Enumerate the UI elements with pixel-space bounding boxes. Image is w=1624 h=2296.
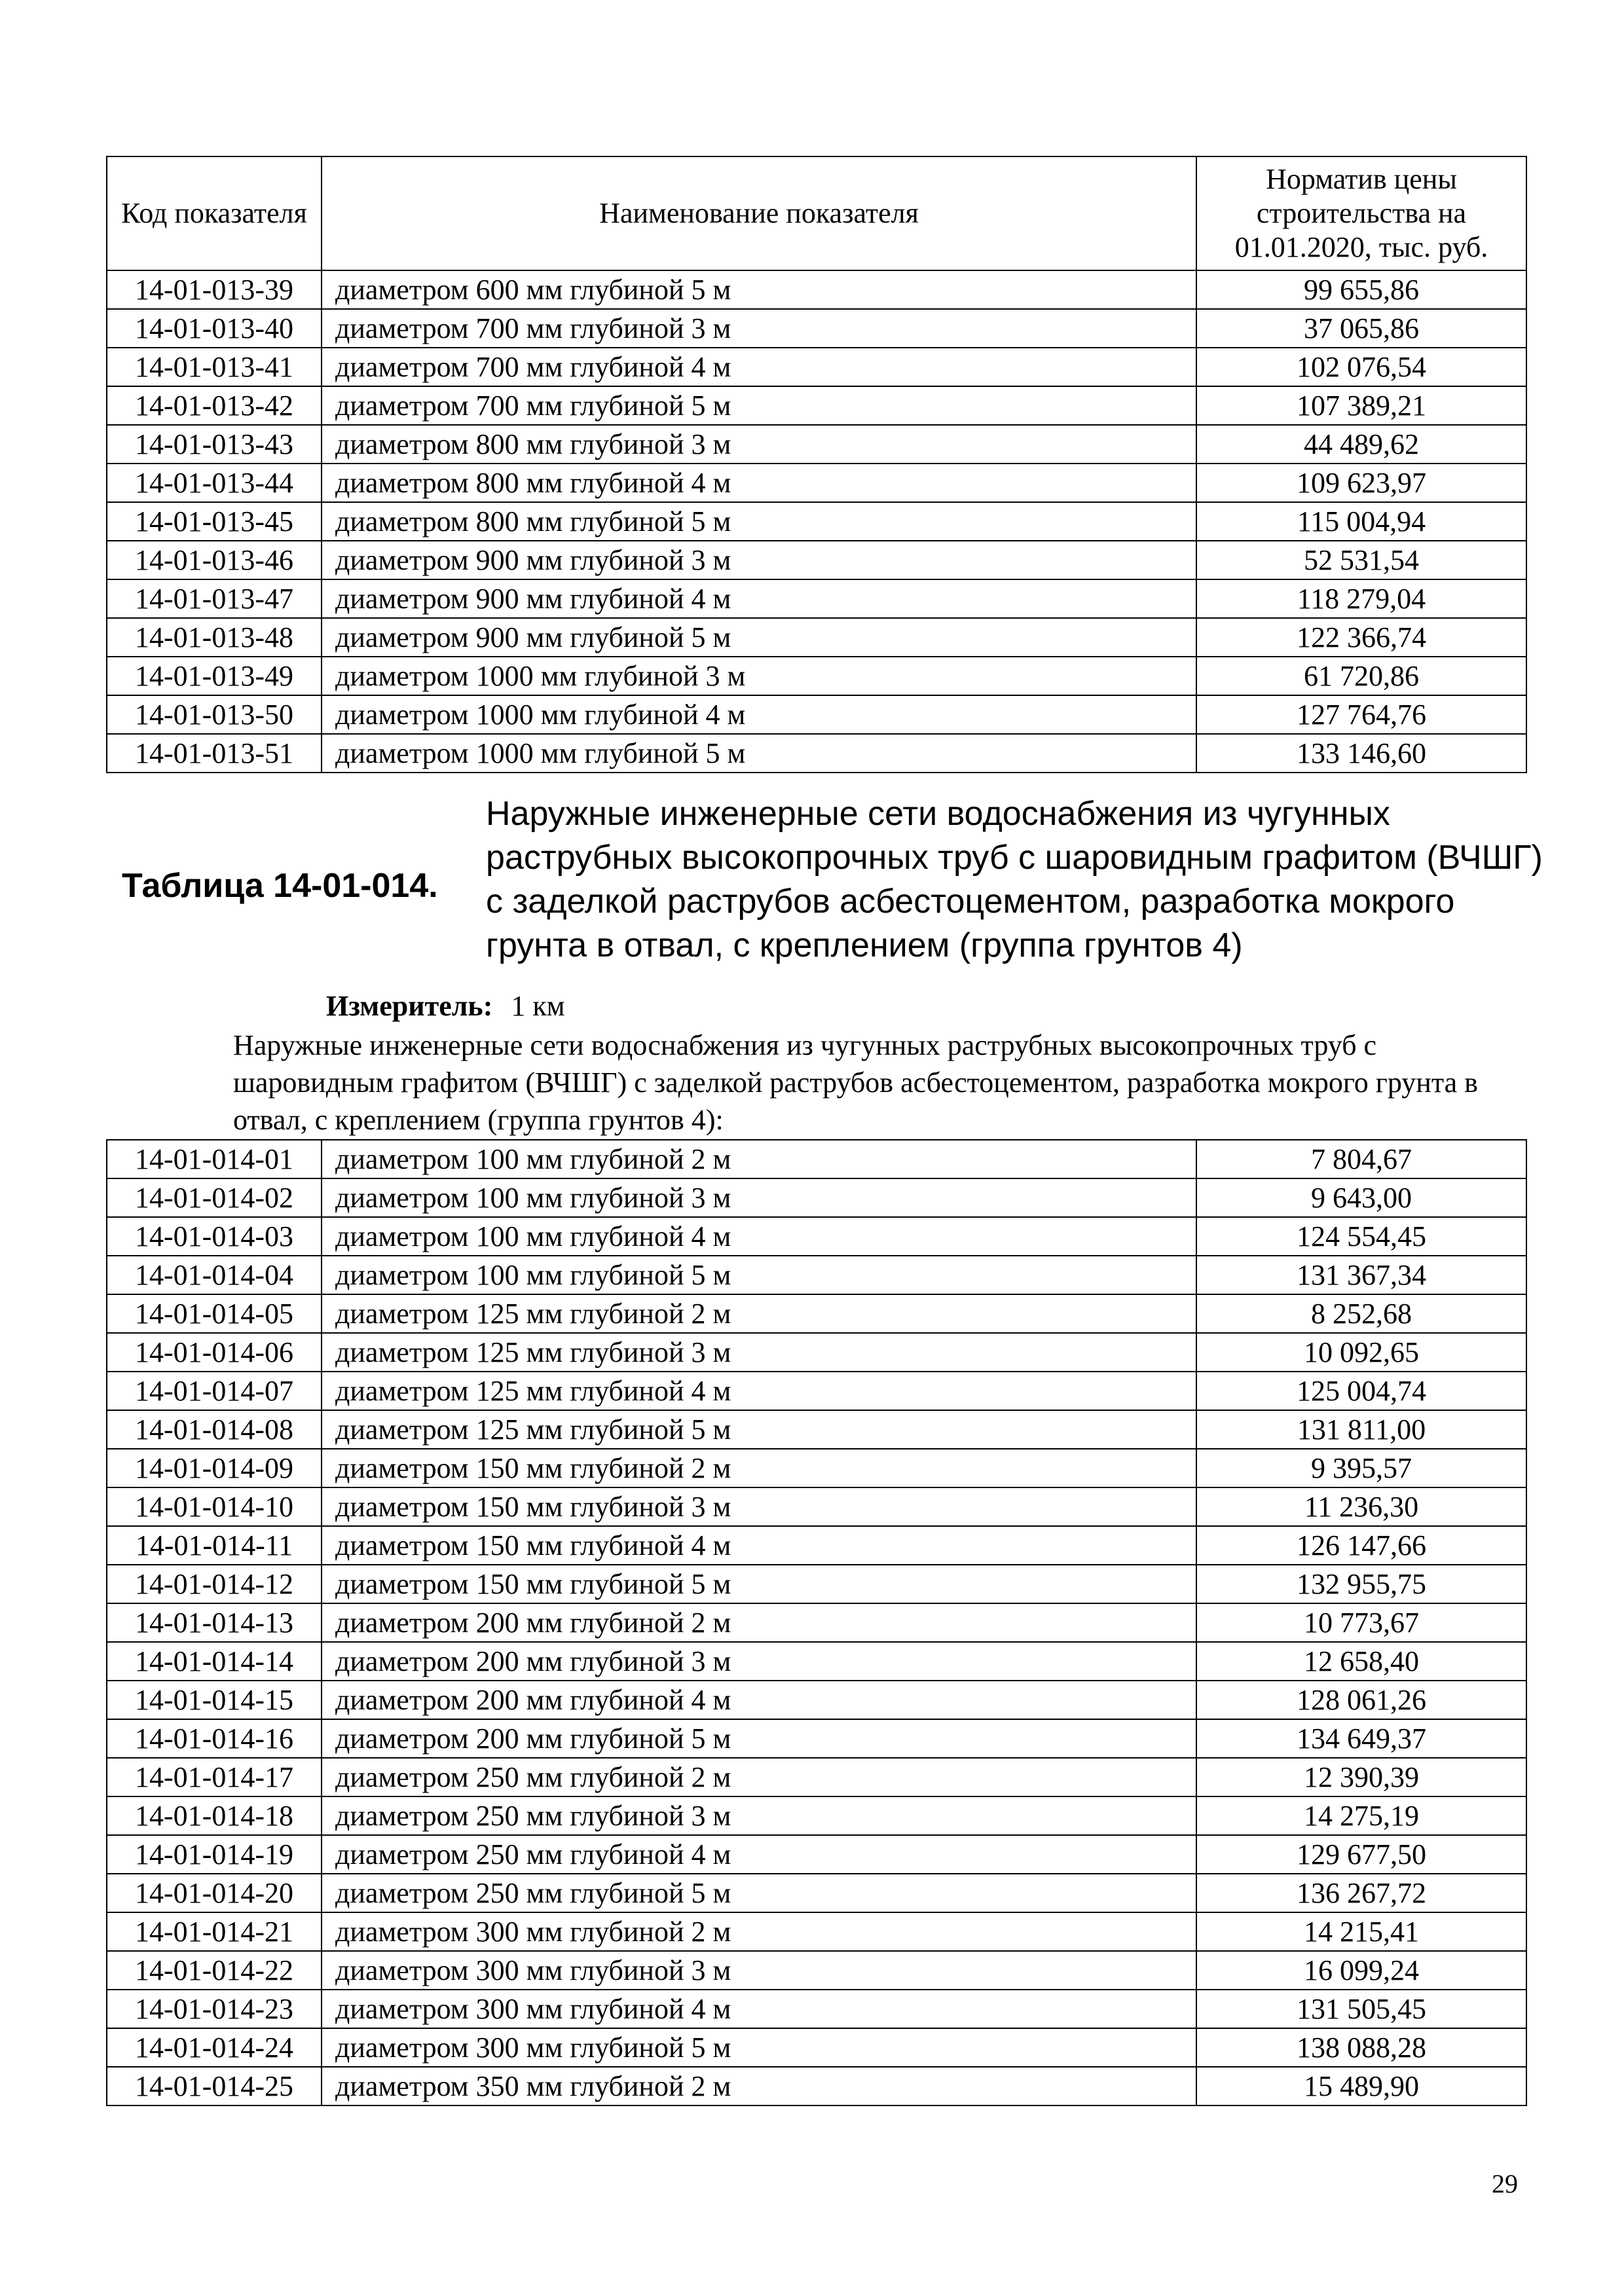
price-table-bottom — [106, 1139, 1527, 2106]
row-price: 124 554,45 — [1196, 1217, 1526, 1256]
row-code: 14-01-013-43 — [107, 425, 322, 464]
row-name: диаметром 800 мм глубиной 3 м — [322, 425, 1196, 464]
row-name: диаметром 800 мм глубиной 5 м — [322, 502, 1196, 541]
table-row — [107, 1372, 1526, 1410]
row-code: 14-01-014-20 — [107, 1874, 322, 1912]
row-name: диаметром 250 мм глубиной 4 м — [322, 1835, 1196, 1874]
row-code: 14-01-013-46 — [107, 541, 322, 579]
row-name: диаметром 150 мм глубиной 4 м — [322, 1526, 1196, 1565]
table-row — [107, 1990, 1526, 2028]
table-row — [107, 502, 1526, 541]
table-row — [107, 1178, 1526, 1217]
row-code: 14-01-013-40 — [107, 309, 322, 348]
row-price: 131 505,45 — [1196, 1990, 1526, 2028]
table-row — [107, 618, 1526, 657]
row-name: диаметром 200 мм глубиной 4 м — [322, 1681, 1196, 1719]
header-name: Наименование показателя — [322, 156, 1196, 270]
row-price: 126 147,66 — [1196, 1526, 1526, 1565]
row-name: диаметром 600 мм глубиной 5 м — [322, 270, 1196, 309]
table-row — [107, 695, 1526, 734]
row-name: диаметром 250 мм глубиной 5 м — [322, 1874, 1196, 1912]
row-code: 14-01-014-06 — [107, 1333, 322, 1372]
row-code: 14-01-014-12 — [107, 1565, 322, 1603]
row-price: 129 677,50 — [1196, 1835, 1526, 1874]
row-code: 14-01-013-50 — [107, 695, 322, 734]
row-name: диаметром 200 мм глубиной 3 м — [322, 1642, 1196, 1681]
row-price: 7 804,67 — [1196, 1140, 1526, 1178]
row-price: 9 643,00 — [1196, 1178, 1526, 1217]
row-price: 131 367,34 — [1196, 1256, 1526, 1294]
row-price: 133 146,60 — [1196, 734, 1526, 773]
row-code: 14-01-014-08 — [107, 1410, 322, 1449]
table-title: Наружные инженерные сети водоснабжения из чугунных раструбных высокопрочных труб с шаровидным графитом (ВЧШГ) с заделкой раструбов асбестоцементом, разработка мокрого грунта в отвал, с креплением (группа грунтов 4) — [486, 795, 1543, 964]
table-row — [107, 1835, 1526, 1874]
table-number-label: Таблица 14-01-014. — [122, 867, 438, 905]
row-code: 14-01-013-42 — [107, 386, 322, 425]
table-row — [107, 1140, 1526, 1178]
table-row — [107, 1912, 1526, 1951]
row-name: диаметром 350 мм глубиной 2 м — [322, 2067, 1196, 2105]
table-row — [107, 1449, 1526, 1487]
table-row — [107, 1294, 1526, 1333]
row-price: 122 366,74 — [1196, 618, 1526, 657]
table-row — [107, 1487, 1526, 1526]
row-code: 14-01-013-44 — [107, 464, 322, 502]
row-price: 9 395,57 — [1196, 1449, 1526, 1487]
meter-line — [326, 989, 565, 1023]
table-row — [107, 1758, 1526, 1796]
row-code: 14-01-013-39 — [107, 270, 322, 309]
row-code: 14-01-013-41 — [107, 348, 322, 386]
row-price: 61 720,86 — [1196, 657, 1526, 695]
row-name: диаметром 1000 мм глубиной 5 м — [322, 734, 1196, 773]
row-name: диаметром 800 мм глубиной 4 м — [322, 464, 1196, 502]
table-row — [107, 2067, 1526, 2105]
table-row — [107, 1874, 1526, 1912]
meter-label: Измеритель: — [326, 990, 493, 1022]
row-name: диаметром 300 мм глубиной 3 м — [322, 1951, 1196, 1990]
row-price: 127 764,76 — [1196, 695, 1526, 734]
row-code: 14-01-014-16 — [107, 1719, 322, 1758]
row-code: 14-01-014-24 — [107, 2028, 322, 2067]
row-code: 14-01-014-22 — [107, 1951, 322, 1990]
row-code: 14-01-013-49 — [107, 657, 322, 695]
row-price: 102 076,54 — [1196, 348, 1526, 386]
header-code: Код показателя — [107, 156, 322, 270]
table-row — [107, 309, 1526, 348]
row-code: 14-01-014-11 — [107, 1526, 322, 1565]
row-price: 109 623,97 — [1196, 464, 1526, 502]
row-price: 132 955,75 — [1196, 1565, 1526, 1603]
section-description: Наружные инженерные сети водоснабжения из чугунных раструбных высокопрочных труб с шаровидным графитом (ВЧШГ) с заделкой раструбов асбестоцементом, разработка мокрого грунта в отвал, с креплением (группа грунтов 4): — [233, 1029, 1478, 1136]
table-row — [107, 1526, 1526, 1565]
row-code: 14-01-013-47 — [107, 579, 322, 618]
row-name: диаметром 200 мм глубиной 5 м — [322, 1719, 1196, 1758]
table-row — [107, 1217, 1526, 1256]
table-row — [107, 1333, 1526, 1372]
row-name: диаметром 150 мм глубиной 2 м — [322, 1449, 1196, 1487]
meter-value: 1 км — [511, 990, 565, 1022]
row-code: 14-01-014-02 — [107, 1178, 322, 1217]
row-code: 14-01-014-13 — [107, 1603, 322, 1642]
table-row — [107, 1796, 1526, 1835]
row-price: 15 489,90 — [1196, 2067, 1526, 2105]
table-row — [107, 386, 1526, 425]
row-price: 10 092,65 — [1196, 1333, 1526, 1372]
row-name: диаметром 200 мм глубиной 2 м — [322, 1603, 1196, 1642]
row-name: диаметром 300 мм глубиной 5 м — [322, 2028, 1196, 2067]
row-name: диаметром 100 мм глубиной 3 м — [322, 1178, 1196, 1217]
row-code: 14-01-014-17 — [107, 1758, 322, 1796]
row-code: 14-01-014-05 — [107, 1294, 322, 1333]
table-row — [107, 1256, 1526, 1294]
row-code: 14-01-014-14 — [107, 1642, 322, 1681]
table-row — [107, 1565, 1526, 1603]
table-header-row — [107, 156, 1526, 270]
table-row — [107, 657, 1526, 695]
row-name: диаметром 300 мм глубиной 2 м — [322, 1912, 1196, 1951]
row-name: диаметром 900 мм глубиной 4 м — [322, 579, 1196, 618]
row-price: 118 279,04 — [1196, 579, 1526, 618]
table-row — [107, 541, 1526, 579]
row-price: 8 252,68 — [1196, 1294, 1526, 1333]
row-price: 115 004,94 — [1196, 502, 1526, 541]
row-price: 128 061,26 — [1196, 1681, 1526, 1719]
row-code: 14-01-014-09 — [107, 1449, 322, 1487]
table-row — [107, 1719, 1526, 1758]
row-name: диаметром 700 мм глубиной 4 м — [322, 348, 1196, 386]
table-row — [107, 1951, 1526, 1990]
row-name: диаметром 100 мм глубиной 5 м — [322, 1256, 1196, 1294]
row-price: 11 236,30 — [1196, 1487, 1526, 1526]
row-code: 14-01-014-15 — [107, 1681, 322, 1719]
row-price: 131 811,00 — [1196, 1410, 1526, 1449]
row-name: диаметром 1000 мм глубиной 3 м — [322, 657, 1196, 695]
row-price: 12 390,39 — [1196, 1758, 1526, 1796]
row-name: диаметром 300 мм глубиной 4 м — [322, 1990, 1196, 2028]
row-price: 44 489,62 — [1196, 425, 1526, 464]
table-row — [107, 579, 1526, 618]
table-row — [107, 348, 1526, 386]
row-price: 107 389,21 — [1196, 386, 1526, 425]
row-code: 14-01-014-25 — [107, 2067, 322, 2105]
row-code: 14-01-013-45 — [107, 502, 322, 541]
row-price: 52 531,54 — [1196, 541, 1526, 579]
row-name: диаметром 150 мм глубиной 5 м — [322, 1565, 1196, 1603]
row-price: 14 275,19 — [1196, 1796, 1526, 1835]
header-price: Норматив цены строительства на 01.01.2020, тыс. руб. — [1196, 156, 1526, 270]
row-name: диаметром 700 мм глубиной 3 м — [322, 309, 1196, 348]
row-price: 134 649,37 — [1196, 1719, 1526, 1758]
table-row — [107, 734, 1526, 773]
row-code: 14-01-013-51 — [107, 734, 322, 773]
row-code: 14-01-014-10 — [107, 1487, 322, 1526]
row-name: диаметром 125 мм глубиной 5 м — [322, 1410, 1196, 1449]
row-code: 14-01-013-48 — [107, 618, 322, 657]
row-price: 136 267,72 — [1196, 1874, 1526, 1912]
row-code: 14-01-014-01 — [107, 1140, 322, 1178]
row-name: диаметром 900 мм глубиной 3 м — [322, 541, 1196, 579]
row-price: 16 099,24 — [1196, 1951, 1526, 1990]
row-code: 14-01-014-18 — [107, 1796, 322, 1835]
price-table-top — [106, 156, 1527, 773]
table-row — [107, 425, 1526, 464]
row-name: диаметром 100 мм глубиной 2 м — [322, 1140, 1196, 1178]
row-price: 138 088,28 — [1196, 2028, 1526, 2067]
row-code: 14-01-014-04 — [107, 1256, 322, 1294]
table-row — [107, 1410, 1526, 1449]
table-row — [107, 2028, 1526, 2067]
table-row — [107, 1681, 1526, 1719]
row-name: диаметром 900 мм глубиной 5 м — [322, 618, 1196, 657]
row-price: 125 004,74 — [1196, 1372, 1526, 1410]
table-row — [107, 1642, 1526, 1681]
row-price: 99 655,86 — [1196, 270, 1526, 309]
page-number: 29 — [1492, 2169, 1518, 2198]
row-code: 14-01-014-07 — [107, 1372, 322, 1410]
row-name: диаметром 125 мм глубиной 4 м — [322, 1372, 1196, 1410]
row-name: диаметром 700 мм глубиной 5 м — [322, 386, 1196, 425]
row-code: 14-01-014-19 — [107, 1835, 322, 1874]
row-name: диаметром 1000 мм глубиной 4 м — [322, 695, 1196, 734]
row-name: диаметром 250 мм глубиной 3 м — [322, 1796, 1196, 1835]
row-code: 14-01-014-21 — [107, 1912, 322, 1951]
row-name: диаметром 150 мм глубиной 3 м — [322, 1487, 1196, 1526]
row-name: диаметром 125 мм глубиной 2 м — [322, 1294, 1196, 1333]
row-price: 10 773,67 — [1196, 1603, 1526, 1642]
row-code: 14-01-014-23 — [107, 1990, 322, 2028]
row-code: 14-01-014-03 — [107, 1217, 322, 1256]
table-row — [107, 270, 1526, 309]
table-row — [107, 464, 1526, 502]
table-row — [107, 1603, 1526, 1642]
row-name: диаметром 125 мм глубиной 3 м — [322, 1333, 1196, 1372]
row-price: 12 658,40 — [1196, 1642, 1526, 1681]
row-name: диаметром 250 мм глубиной 2 м — [322, 1758, 1196, 1796]
row-name: диаметром 100 мм глубиной 4 м — [322, 1217, 1196, 1256]
row-price: 37 065,86 — [1196, 309, 1526, 348]
row-price: 14 215,41 — [1196, 1912, 1526, 1951]
